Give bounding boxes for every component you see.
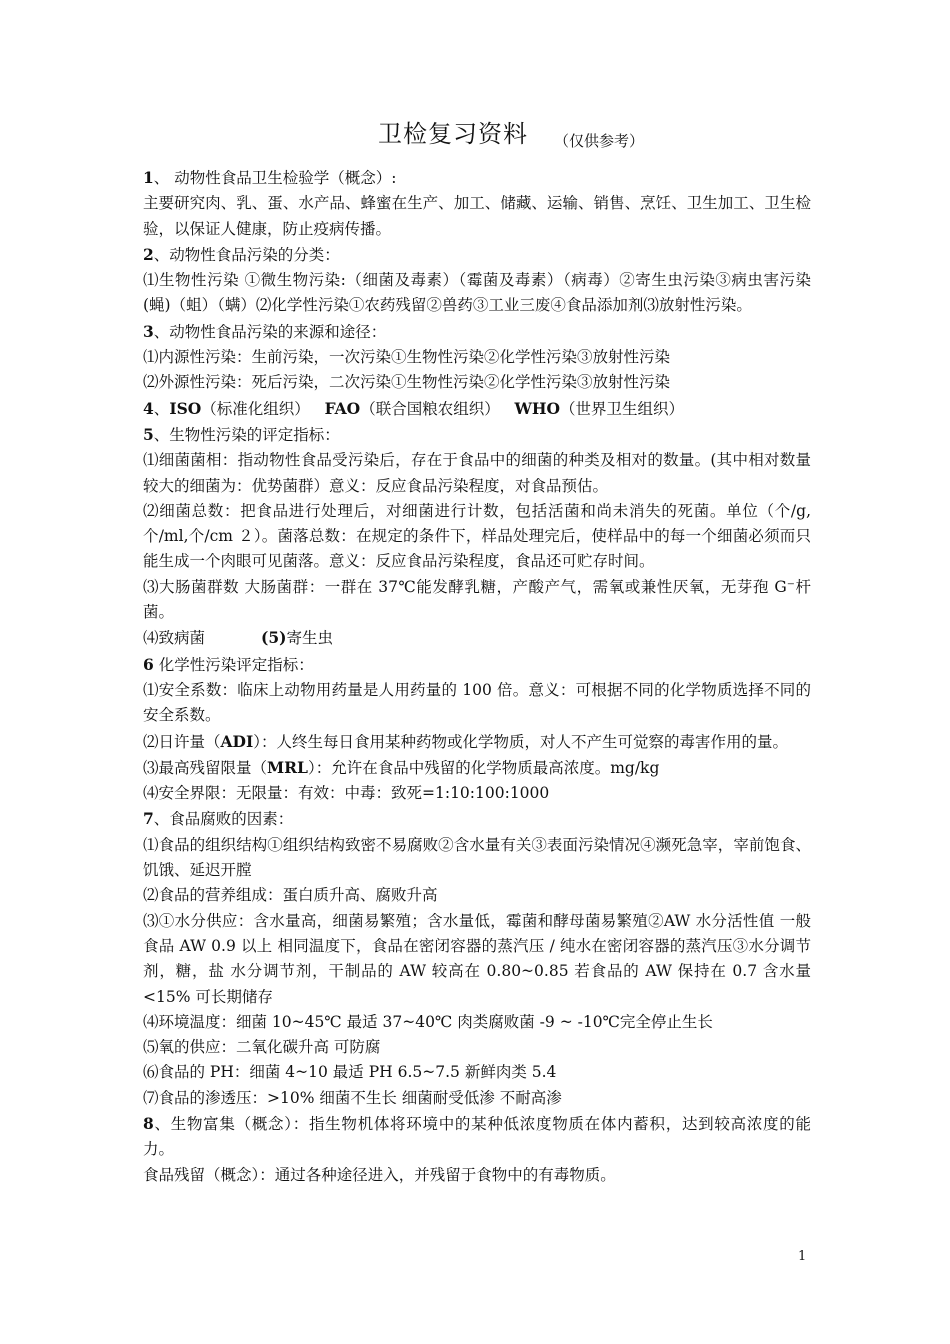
section-8-heading (143, 1111, 811, 1163)
section-3-line-1: ⑴内源性污染：生前污染，一次污染①生物性污染②化学性污染③放射性污染 (143, 348, 671, 367)
section-6-item-2 (143, 729, 811, 755)
section-6-heading (143, 652, 811, 678)
document-body (143, 165, 811, 1188)
section-5-items-4-5 (143, 625, 811, 651)
section-6-item-3-pre: ⑶最高残留限量（ (143, 758, 268, 777)
page-subtitle: （仅供参考） (553, 132, 644, 150)
page-title: 卫检复习资料 (377, 120, 528, 148)
section-5-item-4: ⑷致病菌 (143, 629, 206, 648)
section-5-item-2: ⑵细菌总数：把食品进行处理后，对细菌进行计数，包括活菌和尚未消失的死菌。单位（个/g,个/ml,个/cm ２）。菌落总数：在规定的条件下，样品处理完后，使样品中的每一个细菌必须而只能生成一个肉眼可见菌落。意义：反应食品污染程度，食品还可贮存时间。 (143, 501, 811, 571)
section-5-item-5: 寄生虫 (286, 629, 333, 648)
section-number: 6 (143, 654, 154, 674)
section-number: 3 (143, 321, 154, 341)
section-5-item-5-number: (5) (261, 628, 287, 648)
who-abbr: WHO (514, 398, 561, 418)
section-number: 4 (143, 398, 154, 418)
fao-desc: （联合国粮农组织） (360, 399, 500, 418)
section-number: 2 (143, 244, 154, 264)
section-heading-text: 、生物性污染的评定指标： (153, 425, 340, 444)
section-separator: 、 (153, 399, 170, 418)
section-6-item-2-post: ）：人终生每日食用某种药物或化学物质，对人不产生可觉察的毒害作用的量。 (253, 732, 788, 751)
section-3-line-2: ⑵外源性污染：死后污染，二次污染①生物性污染②化学性污染③放射性污染 (143, 373, 671, 392)
mrl-abbr: MRL (267, 757, 308, 777)
section-5-item-3: ⑶大肠菌群数 大肠菌群：一群在 37℃能发酵乳糖，产酸产气，需氧或兼性厌氧，无芽孢 G⁻杆菌。 (143, 577, 811, 622)
section-7-item-4: ⑷环境温度：细菌 10~45℃ 最适 37~40℃ 肉类腐败菌 -9 ~ -10℃完全停止生长 (143, 1012, 713, 1031)
section-number: 5 (143, 424, 154, 444)
section-7-item-1: ⑴食品的组织结构①组织结构致密不易腐败②含水量有关③表面污染情况④濒死急宰，宰前饱食、饥饿、延迟开膛 (143, 835, 811, 880)
iso-abbr: ISO (169, 398, 202, 418)
section-4-heading (143, 396, 811, 422)
iso-desc: （标准化组织） (201, 399, 310, 418)
section-5-item-1: ⑴细菌菌相：指动物性食品受污染后，存在于食品中的细菌的种类及相对的数量。(其中相对数量较大的细菌为：优势菌群）意义：反应食品污染程度，对食品预估。 (143, 451, 811, 495)
section-number: 7 (143, 809, 154, 829)
section-number: 1 (143, 168, 154, 187)
section-7-item-6: ⑹食品的 PH：细菌 4~10 最适 PH 6.5~7.5 新鲜肉类 5.4 (143, 1063, 557, 1082)
section-7-item-7: ⑺食品的渗透压：>10% 细菌不生长 细菌耐受低渗 不耐高渗 (143, 1088, 562, 1107)
adi-abbr: ADI (220, 731, 254, 751)
section-5-heading (143, 422, 811, 448)
section-6-item-3-post: ）：允许在食品中残留的化学物质最高浓度。mg/kg (307, 758, 660, 777)
section-number: 8 (143, 1113, 154, 1133)
section-heading-text: 、动物性食品污染的来源和途径： (153, 322, 387, 341)
section-heading-text: 、食品腐败的因素： (153, 810, 294, 829)
section-heading-text: 、动物性食品污染的分类： (153, 245, 340, 264)
section-heading-text: 、生物富集（概念）：指生物机体将环境中的某种低浓度物质在体内蓄积，达到较高浓度的能力。 (143, 1114, 811, 1159)
section-heading-text: 化学性污染评定指标： (153, 655, 314, 674)
fao-abbr: FAO (324, 398, 361, 418)
section-6-item-1: ⑴安全系数：临床上动物用药量是人用药量的 100 倍。意义：可根据不同的化学物质选择不同的安全系数。 (143, 680, 811, 725)
section-1-heading (143, 165, 811, 191)
section-7-item-5: ⑸氧的供应：二氧化碳升高 可防腐 (143, 1038, 381, 1057)
page-number: 1 (798, 1249, 807, 1264)
section-8-body: 食品残留（概念）：通过各种途径进入，并残留于食物中的有毒物质。 (143, 1165, 616, 1184)
section-6-item-4: ⑷安全界限：无限量：有效：中毒：致死=1:10:100:1000 (143, 784, 550, 803)
section-7-item-2: ⑵食品的营养组成：蛋白质升高、腐败升高 (143, 886, 438, 905)
title-row (0, 114, 950, 149)
who-desc: （世界卫生组织） (560, 399, 685, 418)
section-heading-text: 、 动物性食品卫生检验学（概念）: (153, 169, 397, 187)
section-2-body: ⑴生物性污染 ①微生物污染:（细菌及毒素）（霉菌及毒素）（病毒）②寄生虫污染③病虫害污染(蝇)（蛆）（螨）⑵化学性污染①农药残留②兽药③工业三废④食品添加剂⑶放射性污染。 (143, 271, 811, 315)
section-6-item-2-pre: ⑵日许量（ (143, 732, 221, 751)
section-7-item-3: ⑶①水分供应：含水量高，细菌易繁殖；含水量低，霉菌和酵母菌易繁殖②AW 水分活性值 一般食品 AW 0.9 以上 相同温度下，食品在密闭容器的蒸汽压 / 纯水在密闭容器的蒸汽压③水分调节剂，糖，盐 水分调节剂，干制品的 AW 较高在 0.80~0.85 若食品的 AW 保持在 0.7 含水量<15% 可长期储存 (143, 911, 811, 1006)
section-1-body: 主要研究肉、乳、蛋、水产品、蜂蜜在生产、加工、储藏、运输、销售、烹饪、卫生加工、卫生检验，以保证人健康，防止疫病传播。 (143, 194, 811, 238)
section-2-heading (143, 242, 811, 268)
section-7-heading (143, 806, 811, 832)
section-6-item-3 (143, 755, 811, 781)
section-3-heading (143, 319, 811, 345)
